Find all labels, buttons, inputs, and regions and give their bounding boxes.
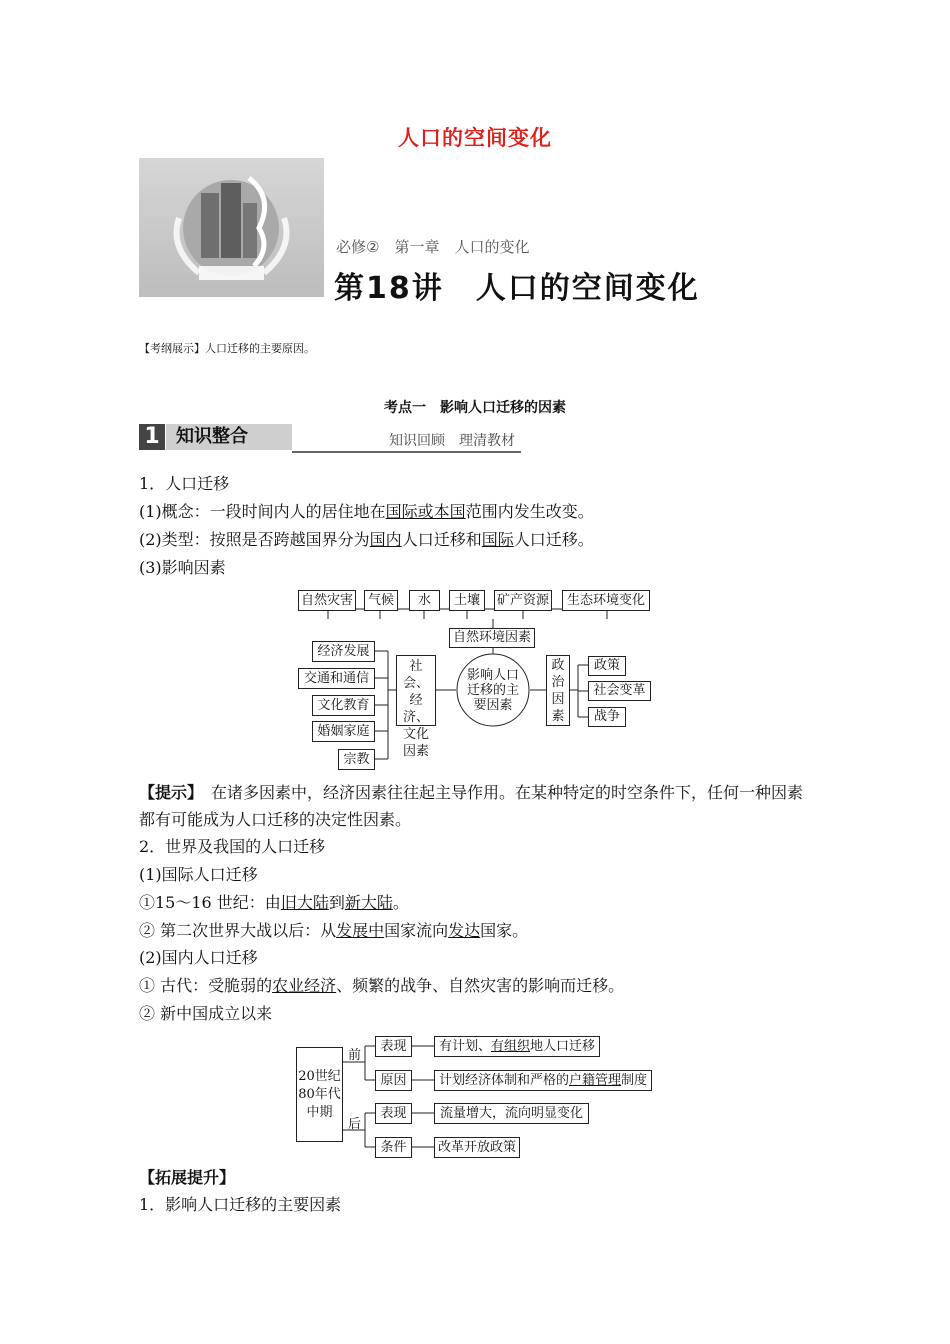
s2-international-2 <box>139 921 528 941</box>
factor-box: 生态环境变化 <box>562 590 650 611</box>
center-line: 要因素 <box>473 698 513 713</box>
political-group-box <box>546 655 570 726</box>
before-label: 前 <box>348 1048 362 1063</box>
underlined-answer: 发展中 <box>336 921 385 940</box>
social-factor-box: 婚姻家庭 <box>312 721 375 742</box>
text: 范围内发生改变。 <box>465 502 594 521</box>
text: 人口迁移和 <box>401 530 482 549</box>
s2-international: (1)国际人口迁移 <box>139 865 258 884</box>
period-line: 中期 <box>306 1105 333 1120</box>
political-factor-box: 战争 <box>588 707 626 727</box>
underlined-answer: 发达 <box>448 921 481 940</box>
political-char: 因 <box>551 692 565 707</box>
underlined-answer: 有组织 <box>490 1039 530 1054</box>
social-factor-box: 文化教育 <box>312 695 375 716</box>
political-factor-box: 社会变革 <box>588 681 651 701</box>
social-factor-box: 宗教 <box>338 749 375 770</box>
s2-domestic-1 <box>139 976 624 996</box>
extend-item-1: 1．影响人口迁移的主要因素 <box>139 1195 342 1214</box>
text: 地人口迁移 <box>530 1039 596 1054</box>
social-factor-box: 经济发展 <box>312 641 375 662</box>
text: 流量增大，流向明显变化 <box>439 1106 583 1121</box>
text: 有计划、 <box>438 1039 491 1054</box>
underlined-answer: 新大陆 <box>344 893 393 912</box>
factor-box: 自然灾害 <box>298 590 356 611</box>
underlined-answer: 户籍管理 <box>568 1073 621 1088</box>
syllabus-label: 【考纲展示】 <box>139 342 205 355</box>
s1-factors: (3)影响因素 <box>139 558 226 577</box>
knowledge-subtitle: 知识回顾 理清教材 <box>389 433 515 449</box>
syllabus-text: 人口迁移的主要原因。 <box>205 342 315 355</box>
social-line: 因素 <box>402 744 429 759</box>
text: 制度 <box>621 1073 648 1088</box>
natural-group-box: 自然环境因素 <box>449 628 535 648</box>
chapter-subtitle: 必修② 第一章 人口的变化 <box>336 238 530 256</box>
s2-domestic: (2)国内人口迁移 <box>139 948 258 967</box>
text: 国家。 <box>480 921 529 940</box>
social-line: 文化 <box>402 727 429 742</box>
text: (1)概念：一段时间内人的居住地在 <box>139 502 386 521</box>
after-label: 后 <box>348 1117 362 1132</box>
text: ① 古代：受脆弱的 <box>139 976 273 995</box>
row-label-box: 条件 <box>375 1137 412 1158</box>
row-label-box: 表现 <box>375 1036 412 1057</box>
text: (2)类型：按照是否跨越国界分为 <box>139 530 370 549</box>
tip-label: 【提示】 <box>139 783 196 802</box>
knowledge-number: 1 <box>139 424 165 450</box>
text: 人口迁移。 <box>513 530 594 549</box>
social-line: 社会、 <box>402 659 429 691</box>
period-line: 80年代 <box>298 1087 341 1102</box>
tip-text: 在诸多因素中，经济因素往往起主导作用。在某种特定的时空条件下，任何一种因素都有可能成为人口迁移的决定性因素。 <box>139 783 804 829</box>
political-factor-box: 政策 <box>588 656 626 676</box>
underlined-answer: 国际或本国 <box>385 502 466 521</box>
text: 、频繁的战争、自然灾害的影响而迁移。 <box>336 976 625 995</box>
period-line: 20世纪 <box>298 1069 341 1084</box>
extend-label: 【拓展提升】 <box>139 1168 236 1187</box>
s1-title: 1．人口迁移 <box>139 474 230 493</box>
page-title: 人口的空间变化 <box>398 126 552 150</box>
underlined-answer: 旧大陆 <box>280 893 329 912</box>
row-label-box: 表现 <box>375 1103 412 1124</box>
political-char: 政 <box>551 658 565 673</box>
underlined-answer: 国内 <box>369 530 402 549</box>
text: 国家流向 <box>384 921 449 940</box>
knowledge-title: 知识整合 <box>166 424 292 450</box>
factor-box: 水 <box>409 590 440 611</box>
text: ①15～16 世纪：由 <box>139 893 281 912</box>
factor-box: 矿产资源 <box>494 590 552 611</box>
row-label-box: 原因 <box>375 1070 412 1091</box>
factor-box: 气候 <box>364 590 398 611</box>
s2-domestic-2: ② 新中国成立以来 <box>139 1004 273 1023</box>
lecture-title: 第18讲 人口的空间变化 <box>334 271 700 306</box>
underlined-answer: 农业经济 <box>272 976 337 995</box>
center-line: 影响人口 <box>466 668 519 683</box>
underlined-answer: 国际 <box>481 530 514 549</box>
text: 到 <box>328 893 345 912</box>
political-char: 素 <box>551 709 565 724</box>
political-char: 治 <box>551 675 565 690</box>
text: ② 第二次世界大战以后：从 <box>139 921 337 940</box>
social-line: 经济、 <box>402 693 429 725</box>
text: 。 <box>392 893 409 912</box>
text: 计划经济体制和严格的 <box>438 1073 569 1088</box>
center-label <box>457 668 529 713</box>
center-line: 迁移的主 <box>466 683 519 698</box>
s2-title: 2．世界及我国的人口迁移 <box>139 837 326 856</box>
text: 改革开放政策 <box>437 1140 516 1155</box>
factor-box: 土壤 <box>449 590 485 611</box>
social-group-box <box>396 655 436 759</box>
social-factor-box: 交通和通信 <box>298 668 375 689</box>
section-heading: 考点一 影响人口迁移的因素 <box>384 400 566 416</box>
s2-international-1 <box>139 893 409 913</box>
tip-paragraph <box>139 779 819 833</box>
